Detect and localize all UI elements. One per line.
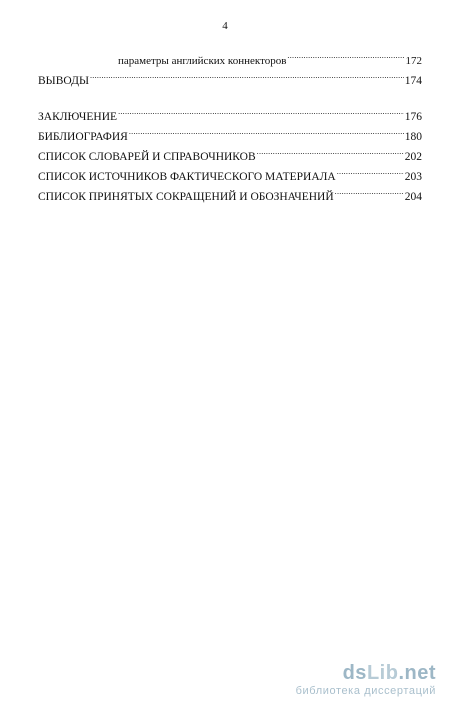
toc-dot-leader	[335, 180, 404, 200]
toc-entry-title: СПИСОК ПРИНЯТЫХ СОКРАЩЕНИЙ И ОБОЗНАЧЕНИЙ	[38, 191, 334, 203]
toc-entry-title: ЗАКЛЮЧЕНИЕ	[38, 111, 118, 123]
toc-entry-page: 180	[404, 131, 422, 143]
logo-prefix: ds	[342, 662, 367, 684]
watermark-tagline: библиотека диссертаций	[295, 685, 436, 697]
toc-dot-leader	[118, 100, 404, 120]
toc-entry-title: ВЫВОДЫ	[38, 75, 89, 87]
toc-dot-leader	[90, 64, 404, 84]
toc-entry-page: 174	[404, 75, 422, 87]
toc-entry-title: БИБЛИОГРАФИЯ	[38, 131, 128, 143]
toc-entry-page: 204	[404, 191, 422, 203]
toc-entry-page: 176	[404, 111, 422, 123]
dslib-logo	[296, 662, 436, 684]
logo-main: Lib	[366, 662, 399, 684]
dslib-watermark	[296, 662, 436, 698]
toc-dot-leader	[257, 140, 404, 160]
toc-entry-page: 172	[405, 55, 422, 67]
toc-dot-leader	[129, 120, 404, 140]
toc-entry-final-conclusion	[38, 100, 422, 123]
table-of-contents	[38, 44, 422, 203]
toc-entry-title: параметры английских коннекторов	[118, 55, 287, 67]
page-number: 4	[222, 20, 228, 32]
toc-dot-leader	[287, 44, 404, 64]
toc-entry-page: 202	[404, 151, 422, 163]
logo-suffix: .net	[398, 662, 436, 684]
toc-entry-title: СПИСОК СЛОВАРЕЙ И СПРАВОЧНИКОВ	[38, 151, 256, 163]
toc-entry-english-connectors	[38, 44, 422, 67]
toc-entry-title: СПИСОК ИСТОЧНИКОВ ФАКТИЧЕСКОГО МАТЕРИАЛА	[38, 171, 336, 183]
toc-entry-page: 203	[404, 171, 422, 183]
toc-dot-leader	[337, 160, 404, 180]
toc-entry-conclusions	[38, 64, 422, 87]
